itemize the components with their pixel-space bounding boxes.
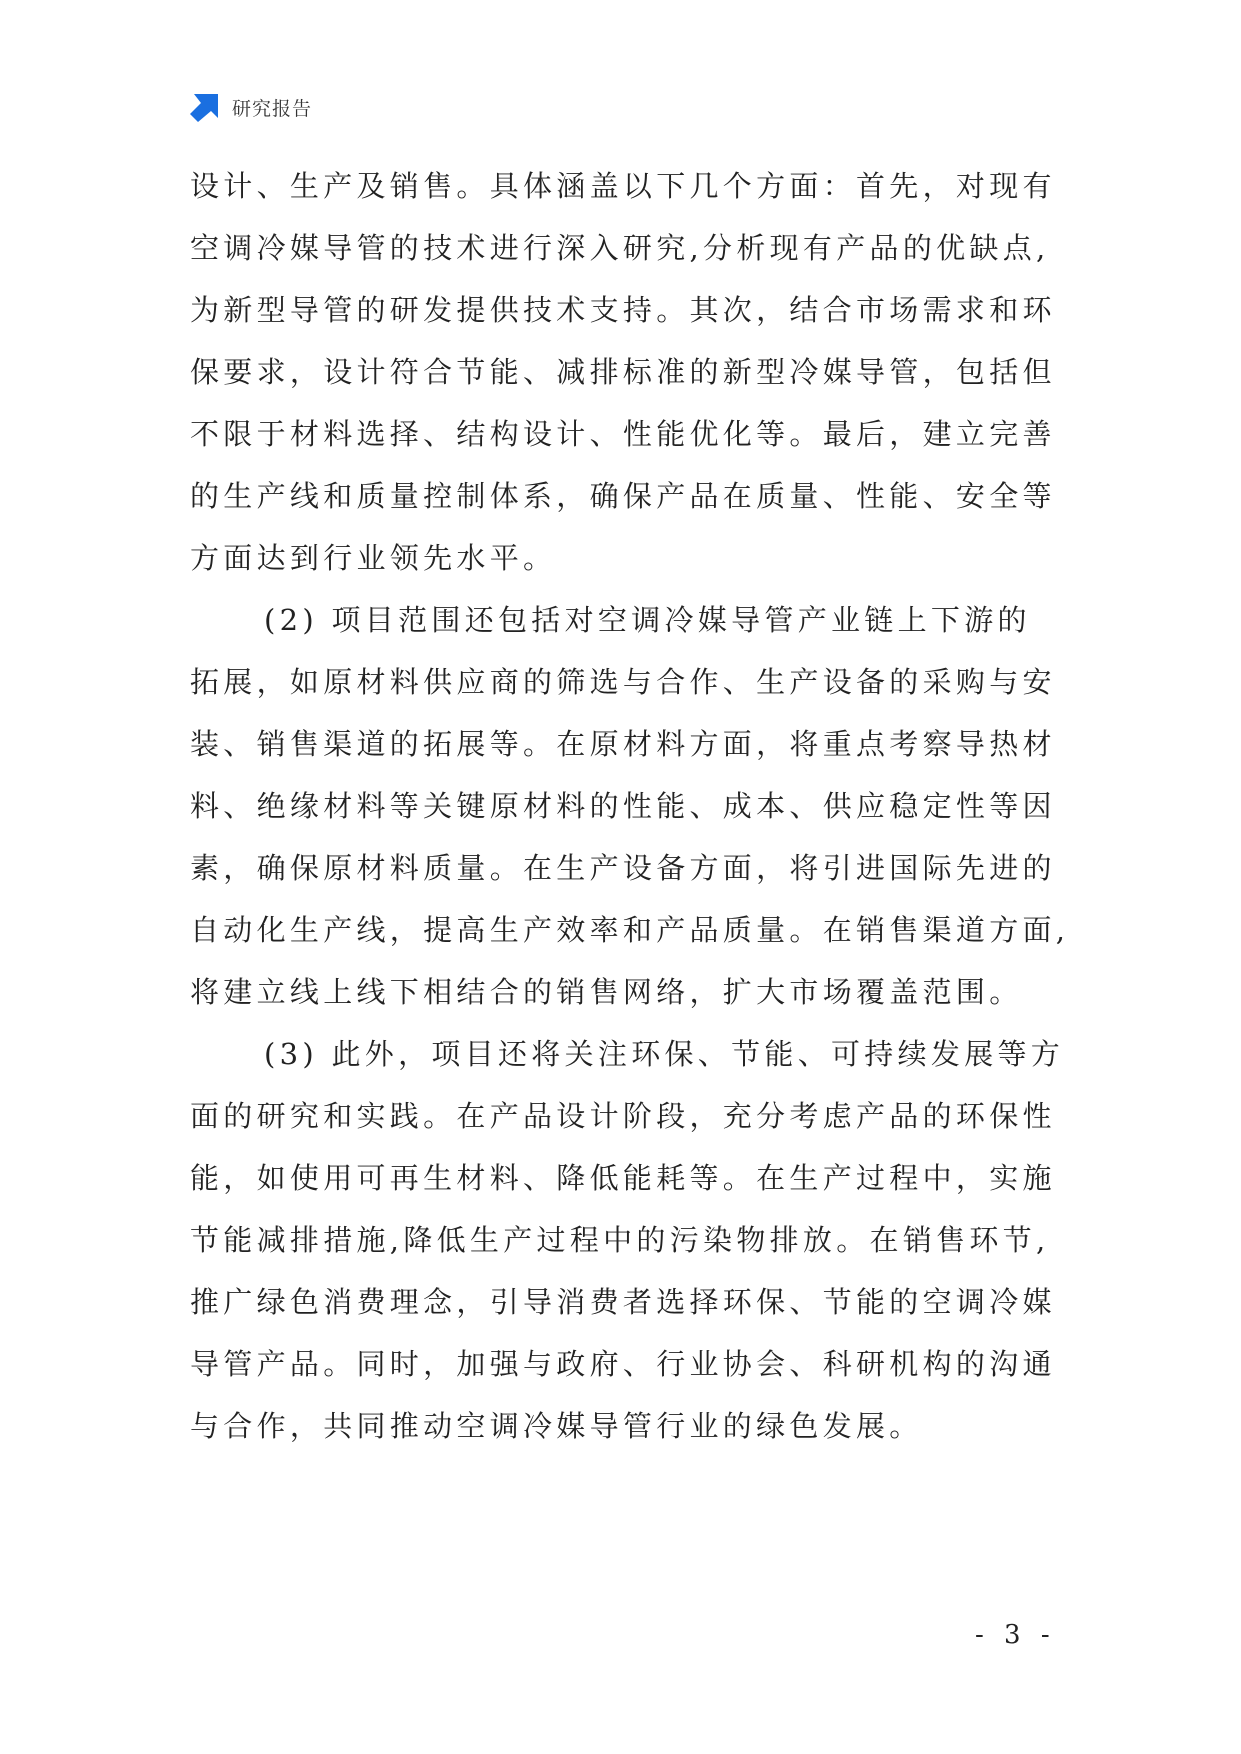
document-body xyxy=(190,155,1090,1457)
body-line: 节能减排措施,降低生产过程中的污染物排放。在销售环节, xyxy=(190,1223,1050,1257)
page-header xyxy=(190,90,312,124)
body-line: 的生产线和质量控制体系，确保产品在质量、性能、安全等 xyxy=(190,479,1056,513)
header-title: 研究报告 xyxy=(232,97,313,120)
body-line: 推广绿色消费理念，引导消费者选择环保、节能的空调冷媒 xyxy=(190,1285,1056,1319)
body-line: 与合作，共同推动空调冷媒导管行业的绿色发展。 xyxy=(190,1409,923,1443)
body-line: 将建立线上线下相结合的销售网络，扩大市场覆盖范围。 xyxy=(190,975,1023,1009)
body-line: 拓展，如原材料供应商的筛选与合作、生产设备的采购与安 xyxy=(190,665,1056,699)
body-line: 自动化生产线，提高生产效率和产品质量。在销售渠道方面, xyxy=(190,913,1070,947)
body-line: 不限于材料选择、结构设计、性能优化等。最后，建立完善 xyxy=(190,417,1056,451)
paragraph-2-first-line: (2) 项目范围还包括对空调冷媒导管产业链上下游的 xyxy=(264,603,1031,637)
paragraph-3-first-line: (3) 此外，项目还将关注环保、节能、可持续发展等方 xyxy=(264,1037,1065,1071)
body-line: 空调冷媒导管的技术进行深入研究,分析现有产品的优缺点, xyxy=(190,231,1050,265)
body-line: 导管产品。同时，加强与政府、行业协会、科研机构的沟通 xyxy=(190,1347,1056,1381)
body-line: 方面达到行业领先水平。 xyxy=(190,541,557,575)
body-line: 设计、生产及销售。具体涵盖以下几个方面：首先，对现有 xyxy=(190,169,1056,203)
body-line: 面的研究和实践。在产品设计阶段，充分考虑产品的环保性 xyxy=(190,1099,1056,1133)
body-line: 素，确保原材料质量。在生产设备方面，将引进国际先进的 xyxy=(190,851,1056,885)
body-line: 料、绝缘材料等关键原材料的性能、成本、供应稳定性等因 xyxy=(190,789,1056,823)
body-line: 装、销售渠道的拓展等。在原材料方面，将重点考察导热材 xyxy=(190,727,1056,761)
body-line: 保要求，设计符合节能、减排标准的新型冷媒导管，包括但 xyxy=(190,355,1056,389)
arrow-up-right-icon xyxy=(190,92,220,122)
body-line: 为新型导管的研发提供技术支持。其次，结合市场需求和环 xyxy=(190,293,1056,327)
body-line: 能，如使用可再生材料、降低能耗等。在生产过程中，实施 xyxy=(190,1161,1056,1195)
page-number: - 3 - xyxy=(975,1620,1056,1650)
